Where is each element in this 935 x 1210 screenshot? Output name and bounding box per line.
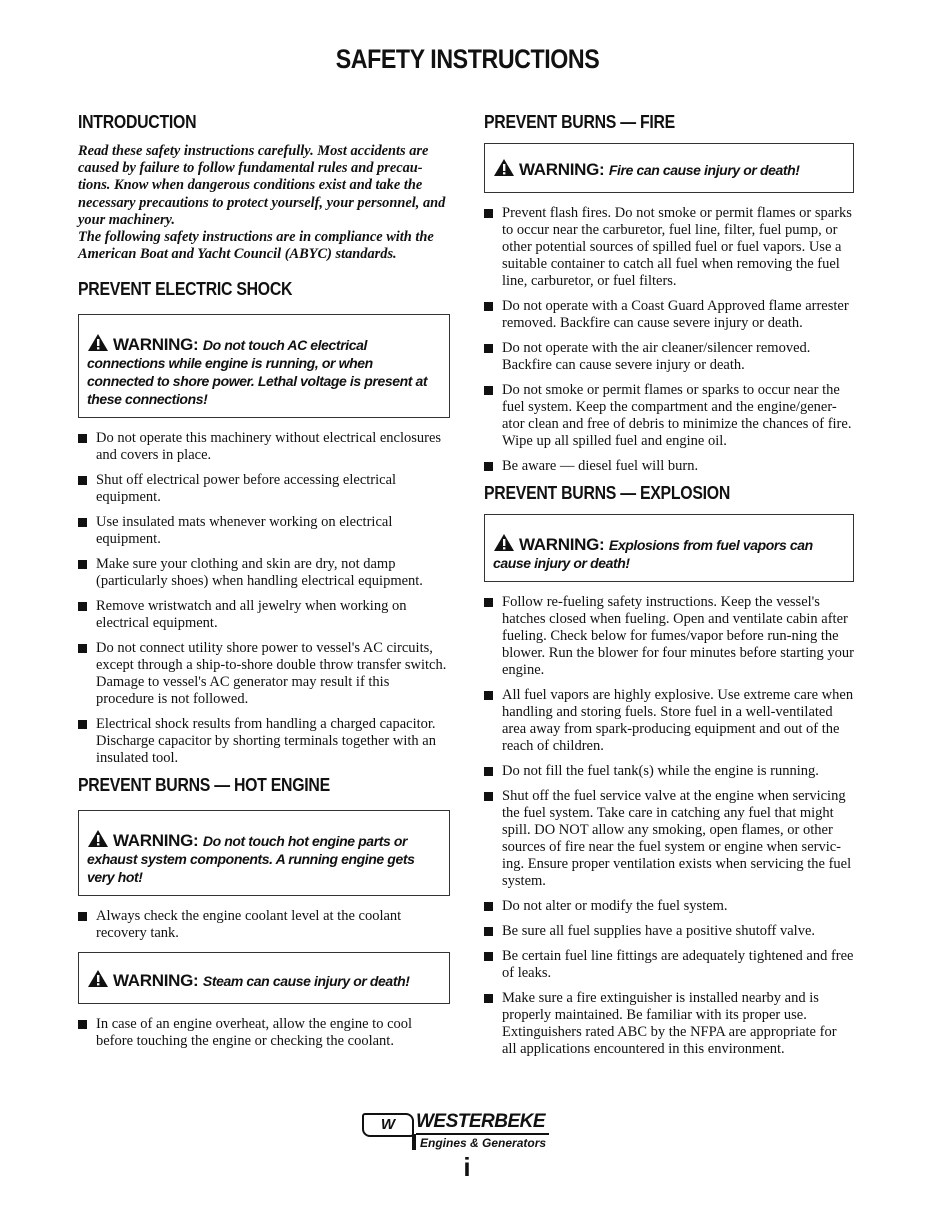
introduction-paragraph: Read these safety instructions carefully. Most accidents are caused by failure to follow fundamental rules and precau-tions. Know when dangerous conditions exist and take the necessary precautions to protect yourself, your personnel, and your machinery.: [78, 143, 446, 228]
warning-triangle-icon: [87, 333, 109, 352]
bullet-item: [78, 1016, 450, 1050]
overheat-list: [78, 1016, 450, 1050]
bullet-text: Make sure your clothing and skin are dry, not damp (particularly shoes) when handling electrical equipment.: [96, 556, 423, 590]
bullet-text: Do not smoke or permit flames or sparks to occur near the fuel system. Keep the compartment and the engine/gener-ator clean and free of debris to minimize the chances of fire. Wipe up all spilled fuel and engine oil.: [502, 382, 852, 449]
warning-triangle-icon: [87, 829, 109, 848]
bullet-square-icon: [484, 994, 493, 1003]
warning-text: Do not touch AC electrical connections while engine is running, or when connected to shore power. Lethal voltage is present at these connections!: [87, 337, 428, 408]
logo-tagline: Engines & Generators: [420, 1136, 547, 1150]
fire-list: [484, 205, 854, 475]
bullet-square-icon: [484, 927, 493, 936]
steam-warning: [78, 952, 450, 1004]
bullet-item: [78, 598, 450, 632]
bullet-item: [484, 990, 854, 1058]
bullet-square-icon: [78, 720, 87, 729]
fire-heading: PREVENT BURNS — FIRE: [484, 112, 675, 132]
left-column: [78, 112, 450, 1058]
bullet-item: [78, 640, 450, 708]
bullet-square-icon: [78, 602, 87, 611]
bullet-text: Shut off the fuel service valve at the engine when servicing the fuel system. Take care in catching any fuel that might spill. DO NOT allow any smoking, open flames, or other sources of fire near the fuel system or engine when servic-ing. Ensure proper ventilation exists when servicing the fuel system.: [502, 788, 852, 889]
bullet-square-icon: [484, 344, 493, 353]
bullet-item: [484, 898, 854, 915]
bullet-text: Electrical shock results from handling a charged capacitor. Discharge capacitor by shorting terminals together with an insulated tool.: [96, 716, 436, 767]
bullet-square-icon: [78, 476, 87, 485]
right-column: [484, 112, 854, 1066]
bullet-text: Use insulated mats whenever working on electrical equipment.: [96, 514, 393, 548]
bullet-item: [78, 556, 450, 590]
bullet-square-icon: [484, 792, 493, 801]
bullet-square-icon: [484, 598, 493, 607]
electric-shock-warning: [78, 314, 450, 418]
bullet-text: Do not operate this machinery without electrical enclosures and covers in place.: [96, 430, 442, 464]
electric-shock-heading: PREVENT ELECTRIC SHOCK: [78, 279, 293, 300]
bullet-text: Do not alter or modify the fuel system.: [502, 898, 728, 914]
bullet-text: Be sure all fuel supplies have a positive shutoff valve.: [502, 923, 816, 939]
explosion-warning: [484, 514, 854, 582]
bullet-square-icon: [484, 462, 493, 471]
bullet-text: Follow re-fueling safety instructions. Keep the vessel's hatches closed when fueling. Open and ventilate cabin after fueling. Check below for fumes/vapor before run-ning the blower. Run the blower for four minutes before starting your engine.: [502, 594, 854, 678]
bullet-item: [78, 908, 450, 942]
bullet-square-icon: [484, 302, 493, 311]
electric-shock-list: [78, 430, 450, 767]
introduction-text: [78, 143, 450, 263]
bullet-text: Do not operate with a Coast Guard Approved flame arrester removed. Backfire can cause severe injury or death.: [502, 298, 849, 331]
bullet-square-icon: [78, 912, 87, 921]
warning-text: Fire can cause injury or death!: [608, 162, 800, 178]
bullet-text: Always check the engine coolant level at the coolant recovery tank.: [96, 908, 402, 942]
bullet-square-icon: [78, 1020, 87, 1029]
warning-triangle-icon: [493, 158, 515, 177]
bullet-square-icon: [484, 952, 493, 961]
bullet-square-icon: [78, 518, 87, 527]
bullet-item: [484, 458, 854, 475]
bullet-square-icon: [78, 560, 87, 569]
bullet-item: [78, 716, 450, 767]
bullet-item: [484, 763, 854, 780]
page-title: SAFETY INSTRUCTIONS: [335, 44, 600, 74]
bullet-text: Be aware — diesel fuel will burn.: [502, 458, 699, 474]
introduction-heading: INTRODUCTION: [78, 112, 197, 132]
bullet-item: [78, 430, 450, 464]
warning-triangle-icon: [493, 533, 515, 552]
bullet-text: Do not operate with the air cleaner/silencer removed. Backfire can cause severe injury or death.: [502, 340, 811, 373]
bullet-square-icon: [78, 434, 87, 443]
warning-triangle-icon: [87, 969, 109, 988]
bullet-text: All fuel vapors are highly explosive. Use extreme care when handling and storing fuels. Store fuel in a well-ventilated area away from spark-producing equipment and out of the reach of children.: [502, 687, 854, 754]
fire-warning: [484, 143, 854, 193]
bullet-square-icon: [78, 644, 87, 653]
bullet-item: [484, 948, 854, 982]
explosion-heading: PREVENT BURNS — EXPLOSION: [484, 483, 731, 503]
warning-label: WARNING:: [519, 535, 605, 554]
warning-label: WARNING:: [519, 160, 605, 179]
bullet-item: [484, 382, 854, 450]
bullet-item: [484, 298, 854, 332]
bullet-square-icon: [484, 767, 493, 776]
bullet-text: Make sure a fire extinguisher is installed nearby and is properly maintained. Be familiar with its proper use. Extinguishers rated ABC by the NFPA are appropriate for all applications encountered in this environment.: [502, 990, 837, 1057]
page-number: i: [463, 1152, 471, 1182]
bullet-item: [484, 788, 854, 890]
bullet-item: [78, 514, 450, 548]
explosion-list: [484, 594, 854, 1058]
compliance-paragraph: The following safety instructions are in compliance with the American Boat and Yacht Council (ABYC) standards.: [78, 229, 434, 263]
logo-bar: [412, 1134, 416, 1150]
bullet-text: Be certain fuel line fittings are adequately tightened and free of leaks.: [502, 948, 854, 981]
bullet-item: [484, 923, 854, 940]
logo-brand: WESTERBEKE: [416, 1111, 549, 1135]
bullet-item: [78, 472, 450, 506]
hot-engine-heading: PREVENT BURNS — HOT ENGINE: [78, 775, 330, 796]
warning-text: Steam can cause injury or death!: [202, 973, 410, 990]
bullet-text: Do not fill the fuel tank(s) while the engine is running.: [502, 763, 819, 779]
warning-label: WARNING:: [113, 831, 199, 851]
bullet-square-icon: [484, 691, 493, 700]
bullet-text: Remove wristwatch and all jewelry when working on electrical equipment.: [96, 598, 407, 632]
bullet-square-icon: [484, 386, 493, 395]
logo-mark: W: [362, 1113, 414, 1137]
westerbeke-logo: [362, 1108, 572, 1154]
bullet-text: Do not connect utility shore power to vessel's AC circuits, except through a ship-to-shore double throw transfer switch. Damage to vessel's AC generator may result if this procedure is not followed.: [96, 640, 447, 708]
bullet-item: [484, 205, 854, 290]
warning-label: WARNING:: [113, 971, 199, 991]
bullet-square-icon: [484, 902, 493, 911]
bullet-item: [484, 687, 854, 755]
bullet-item: [484, 594, 854, 679]
bullet-square-icon: [484, 209, 493, 218]
hot-engine-warning: [78, 810, 450, 896]
hot-engine-list: [78, 908, 450, 942]
warning-text: Explosions from fuel vapors can cause injury or death!: [493, 537, 813, 571]
warning-text: Do not touch hot engine parts or exhaust system components. A running engine gets very hot!: [87, 833, 415, 886]
bullet-item: [484, 340, 854, 374]
bullet-text: In case of an engine overheat, allow the engine to cool before touching the engine or checking the coolant.: [96, 1016, 413, 1050]
bullet-text: Prevent flash fires. Do not smoke or permit flames or sparks to occur near the carburetor, fuel line, filter, fuel pump, or other potential sources of spilled fuel or fuel vapors. Use a suitable container to catch all fuel when removing the fuel line, carburetor, or fuel filters.: [502, 205, 852, 289]
bullet-text: Shut off electrical power before accessing electrical equipment.: [96, 472, 397, 506]
warning-label: WARNING:: [113, 335, 199, 355]
